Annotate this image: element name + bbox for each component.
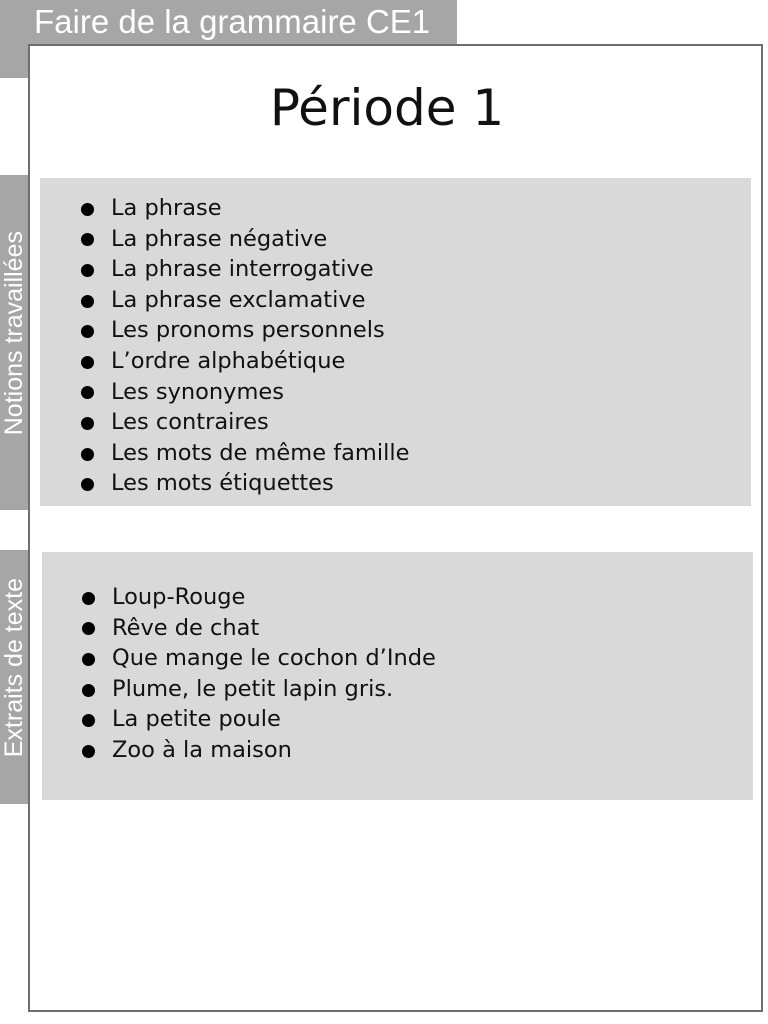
list-item-label: La phrase <box>111 195 222 221</box>
bullet-icon <box>82 622 95 635</box>
list-item <box>81 285 751 316</box>
bullet-icon <box>82 653 95 666</box>
list-item-label: Les mots de même famille <box>111 439 410 466</box>
bullet-icon <box>81 386 94 399</box>
list-item <box>81 193 751 224</box>
bullet-icon <box>81 356 94 369</box>
list-item <box>81 377 751 408</box>
list-item <box>81 254 751 285</box>
list-item-label: Les contraires <box>111 409 269 436</box>
bullet-icon <box>81 264 94 277</box>
list-item-label: Les synonymes <box>111 378 284 405</box>
document-title: Faire de la grammaire CE1 <box>34 3 431 40</box>
bullet-icon <box>82 684 95 697</box>
left-strip <box>0 0 28 78</box>
list-item <box>81 407 751 438</box>
list-item-label: Les mots étiquettes <box>111 470 334 497</box>
list-item <box>82 735 753 766</box>
list-item <box>82 674 753 705</box>
list-item-label: La petite poule <box>112 706 281 733</box>
notions-tab <box>0 175 28 510</box>
list-item <box>82 613 753 644</box>
bullet-icon <box>81 448 94 461</box>
list-item <box>81 346 751 377</box>
list-item <box>81 468 751 499</box>
list-item-label: Rêve de chat <box>112 614 260 641</box>
list-item-label: Loup-Rouge <box>112 584 246 610</box>
list-item <box>81 315 751 346</box>
list-item <box>81 224 751 255</box>
bullet-icon <box>82 714 95 727</box>
list-item-label: Plume, le petit lapin gris. <box>112 675 394 702</box>
bullet-icon <box>82 592 95 605</box>
period-title: Période 1 <box>269 79 505 137</box>
bullet-icon <box>81 417 94 430</box>
list-item <box>82 704 753 735</box>
notions-tab-label: Notions travaillées <box>0 231 28 436</box>
list-item-label: La phrase négative <box>111 225 328 252</box>
list-item-label: La phrase exclamative <box>111 286 366 313</box>
extraits-tab <box>0 550 28 804</box>
bullet-icon <box>81 295 94 308</box>
list-item-label: L’ordre alphabétique <box>111 347 346 374</box>
list-item-label: Zoo à la maison <box>112 736 292 763</box>
notions-panel <box>40 178 751 506</box>
bullet-icon <box>81 325 94 338</box>
extraits-panel <box>42 552 753 800</box>
list-item <box>82 643 753 674</box>
list-item-label: Les pronoms personnels <box>111 317 385 344</box>
list-item-label: La phrase interrogative <box>111 256 374 283</box>
list-item <box>81 438 751 469</box>
list-item <box>82 582 753 613</box>
extraits-tab-label: Extraits de texte <box>0 578 28 758</box>
bullet-icon <box>82 745 95 758</box>
bullet-icon <box>81 203 94 216</box>
bullet-icon <box>81 478 94 491</box>
list-item-label: Que mange le cochon d’Inde <box>112 645 436 672</box>
bullet-icon <box>81 233 94 246</box>
